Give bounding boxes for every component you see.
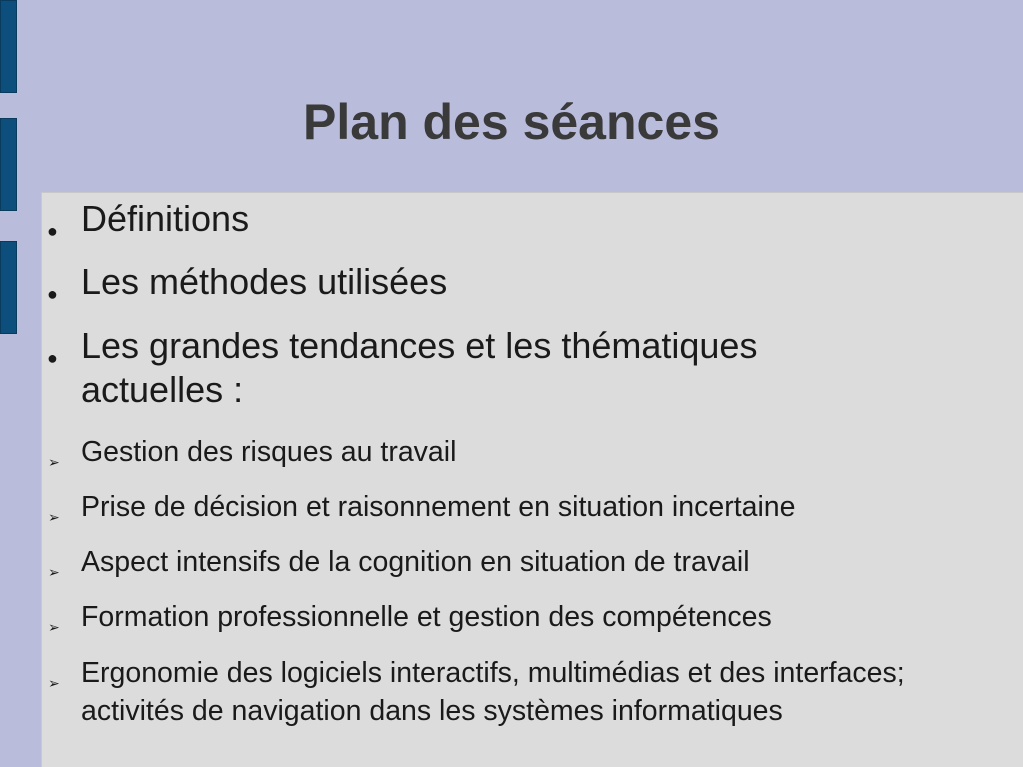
sub-bullet-item-cognition	[42, 543, 1002, 581]
bullet-text: Définitions	[81, 198, 250, 239]
arrow-bullet-icon: ➢	[48, 454, 60, 470]
bullet-icon: ●	[47, 221, 58, 241]
sub-bullet-text: Aspect intensifs de la cognition en situation de travail	[81, 546, 750, 578]
sub-bullet-text: Prise de décision et raisonnement en situation incertaine	[81, 491, 796, 523]
content-panel	[41, 192, 1023, 767]
sub-bullet-text: Ergonomie des logiciels interactifs, multimédias et des interfaces; activités de navigation dans les systèmes informatiques	[81, 657, 905, 727]
arrow-bullet-icon: ➢	[48, 619, 60, 635]
sub-bullet-item-training	[42, 598, 1002, 636]
slide-title: Plan des séances	[303, 94, 720, 150]
sidebar-accent-bar-1	[0, 0, 17, 93]
bullet-text: Les grandes tendances et les thématiques actuelles :	[81, 325, 758, 410]
arrow-bullet-icon: ➢	[48, 509, 60, 525]
bullet-item-definitions	[42, 197, 1002, 241]
arrow-bullet-icon: ➢	[48, 675, 60, 691]
sub-bullet-item-decision	[42, 488, 1002, 526]
bullet-item-methods	[42, 260, 1002, 304]
bullet-icon: ●	[47, 284, 58, 304]
sub-bullet-text: Gestion des risques au travail	[81, 436, 457, 468]
sub-bullet-item-ergonomics	[42, 654, 1002, 730]
sidebar-accent-bar-3	[0, 241, 17, 334]
bullet-text: Les méthodes utilisées	[81, 261, 448, 302]
bullet-icon: ●	[47, 348, 58, 368]
bullet-item-trends	[42, 324, 1002, 412]
sub-bullet-text: Formation professionnelle et gestion des compétences	[81, 601, 772, 633]
arrow-bullet-icon: ➢	[48, 564, 60, 580]
sub-bullet-item-risk	[42, 433, 1002, 471]
